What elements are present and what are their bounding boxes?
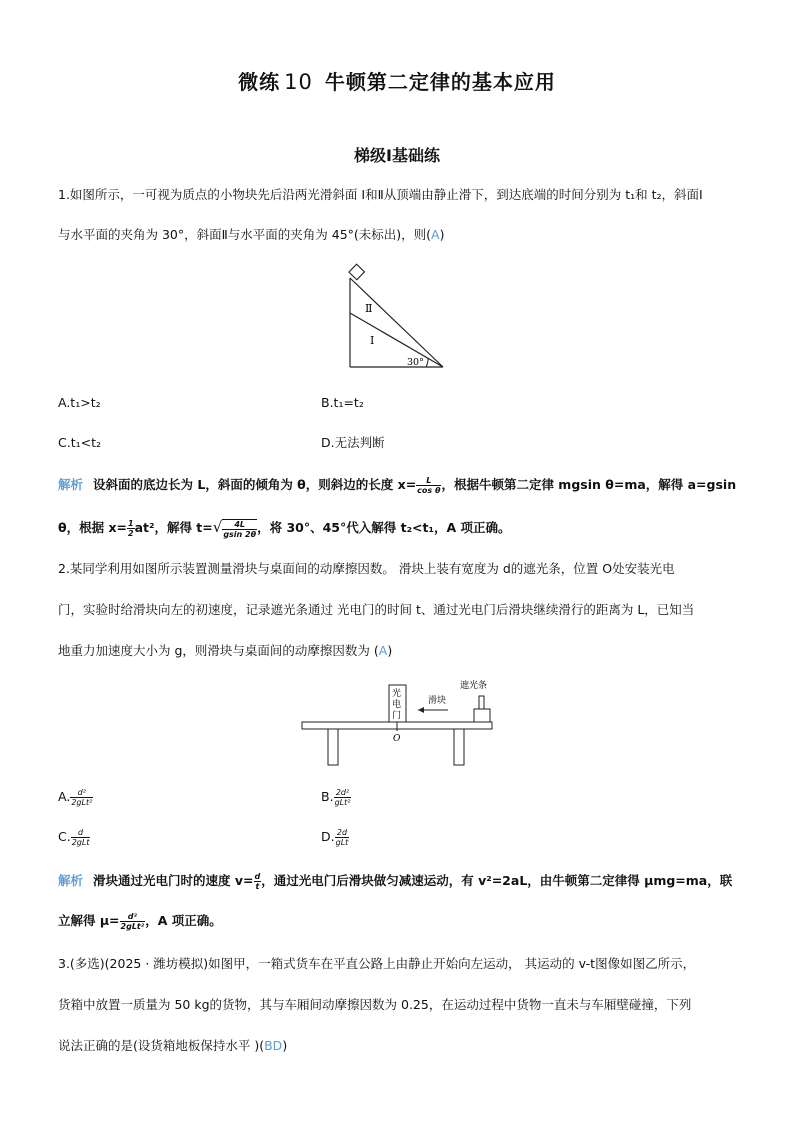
q2-fig-slider	[474, 709, 490, 722]
q1-fig-block	[349, 264, 365, 280]
q1-answer: A	[431, 227, 440, 242]
q2-apparatus-figure	[300, 675, 496, 770]
title-number: 10	[284, 70, 313, 94]
q2-fig-leg-left	[328, 729, 338, 765]
q1-option-b: B.t₁=t₂	[321, 395, 364, 410]
q2-fig-strip-label: 遮光条	[460, 681, 488, 691]
q1-explanation-line2: θ，根据 x= $\frac{1}{2}$ at²，解得 t=√ $\frac{4L}{gsin 2\theta}$ ，将 30°、45°代入解得 t₂<t₁，A 项正确。	[58, 518, 511, 539]
q1-fig-label-2: Ⅱ	[365, 302, 373, 315]
q2-fig-origin-label: O	[393, 734, 401, 744]
q1-option-c: C.t₁<t₂	[58, 435, 101, 450]
q2-answer: A	[378, 643, 388, 658]
section-heading: 梯级Ⅰ基础练	[354, 146, 440, 165]
q2-option-c: C. $\frac{d}{\text{2gLt}}$	[58, 828, 90, 847]
q2-explanation-line1: 解析 滑块通过光电门时的速度 v= $\frac{d}{t}$ ，通过光电门后滑块做匀减速运动，有 v²=2aL，由牛顿第二定律得 μmg=ma，联	[58, 872, 733, 891]
page-title	[0, 66, 794, 95]
q1-incline-figure	[340, 260, 450, 375]
q3-stem-line3: 说法正确的是(设货箱地板保持水平 )(BD)	[58, 1038, 288, 1053]
q1-fig-label-1: Ⅰ	[370, 334, 375, 347]
sqrt-sign: √	[212, 518, 223, 536]
q1-fig-angle-arc	[426, 358, 428, 367]
q2-fig-strip	[479, 696, 484, 709]
q1-fig-slope-1	[350, 313, 443, 367]
q2-fig-arrowhead	[418, 707, 424, 713]
q2-fig-slider-label: 滑块	[428, 696, 447, 706]
title-prefix: 微练	[238, 70, 281, 94]
title-text: 牛顿第二定律的基本应用	[324, 70, 556, 94]
q2-fig-leg-right	[454, 729, 464, 765]
q2-option-d: D. $\frac{2d}{\text{gLt}}$	[321, 828, 349, 847]
q2-option-a: A. $\frac{\text{d²}}{\text{2gLt²}}$	[58, 788, 93, 807]
q3-stem-line1: 3.(多选)(2025 · 潍坊模拟)如图甲，一箱式货车在平直公路上由静止开始向左运动， 其运动的 v-t图像如图乙所示，	[58, 956, 696, 971]
q2-explanation-line2: 立解得 μ= $\frac{\text{d²}}{\text{2gLt²}}$ ，A 项正确。	[58, 912, 222, 931]
q1-explanation-line1: 解析 设斜面的底边长为 L，斜面的倾角为 θ，则斜边的长度 x= $\frac{L}{\text{cos θ}}$ ，根据牛顿第二定律 mgsin θ=ma，解得 a=gsin	[58, 476, 737, 495]
q2-fig-gate-char1: 光	[392, 689, 402, 699]
q2-stem-line2: 门，实验时给滑块向左的初速度，记录遮光条通过 光电门的时间 t、通过光电门后滑块继续滑行的距离为 L，已知当	[58, 602, 695, 617]
q1-stem-line1: 1.如图所示，一可视为质点的小物块先后沿两光滑斜面 Ⅰ和Ⅱ从顶端由静止滑下，到达底端的时间分别为 t₁和 t₂，斜面Ⅰ	[58, 187, 703, 202]
q1-exp-fraction: $\frac{L}{\text{cos θ}}$	[417, 476, 441, 495]
q2-fig-gate-char3: 门	[392, 711, 402, 721]
q3-answer: BD	[264, 1038, 283, 1053]
q2-stem-line3: 地重力加速度大小为 g，则滑块与桌面间的动摩擦因数为 (A)	[58, 643, 393, 658]
q2-option-b: B. $\frac{\text{2d²}}{\text{gLt²}}$	[321, 788, 351, 807]
q1-fig-slope-2	[350, 278, 443, 367]
q1-fig-label-angle: 30°	[407, 357, 424, 368]
q2-stem-line1: 2.某同学利用如图所示装置测量滑块与桌面间的动摩擦因数。 滑块上装有宽度为 d的遮光条，位置 O处安装光电	[58, 561, 675, 576]
q1-option-a: A.t₁>t₂	[58, 395, 101, 410]
q1-option-d: D.无法判断	[321, 435, 385, 450]
q1-stem-line2: 与水平面的夹角为 30°，斜面Ⅱ与水平面的夹角为 45°(未标出)，则(A)	[58, 227, 445, 242]
q3-stem-line2: 货箱中放置一质量为 50 kg的货物，其与车厢间动摩擦因数为 0.25，在运动过程中货物一直未与车厢壁碰撞，下列	[58, 997, 692, 1012]
q2-fig-gate-char2: 电	[392, 700, 402, 710]
